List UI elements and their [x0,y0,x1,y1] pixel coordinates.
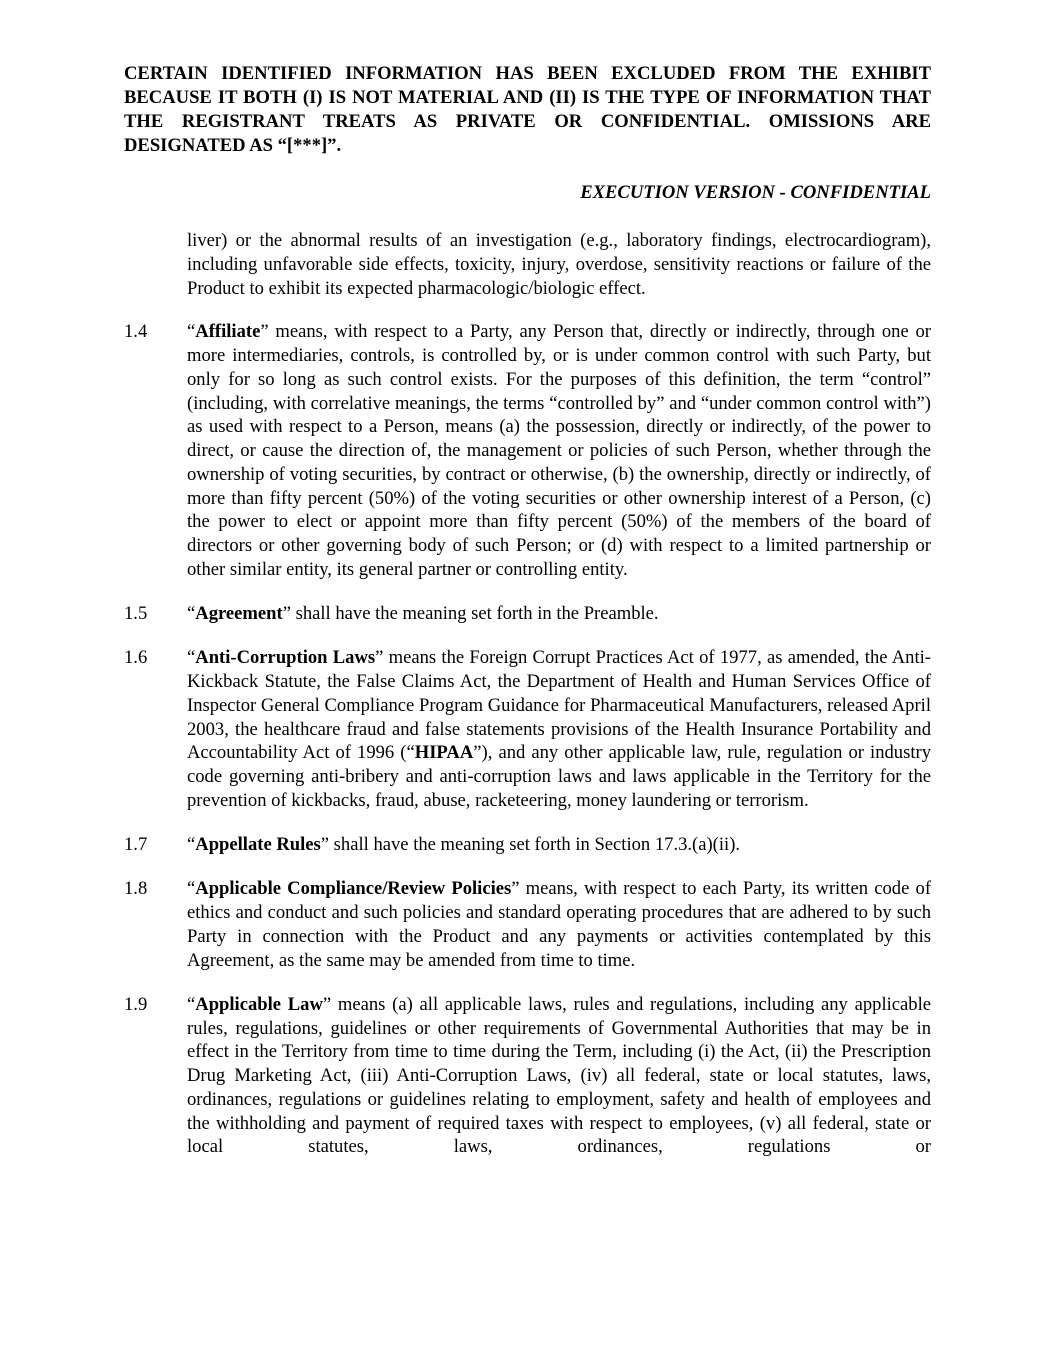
defined-term: Appellate Rules [195,834,321,855]
section-text [187,877,931,972]
open-quote: “ [187,834,196,855]
execution-version-label: EXECUTION VERSION - CONFIDENTIAL [580,182,931,203]
section-number: 1.7 [124,834,148,855]
section-number: 1.5 [124,603,148,624]
definition-text: ” shall have the meaning set forth in the Preamble. [282,603,659,624]
section-1-7 [124,833,931,857]
definition-text: ” means the Foreign Corrupt Practices Act of 1977, as amended, the Anti-Kickback Statute, the False Claims Act, the Department of Health and Human Services Office of Inspector General Compliance Program Guidance for Pharmaceutical Manufacturers, released April 2003, the healthcare fraud and false statements provisions of the Health Insurance Portability and Accountability Act of 1996 (“ [187,647,931,764]
section-text [187,602,931,626]
section-1-6 [124,646,931,812]
section-1-8 [124,877,931,972]
definition-text: ” means, with respect to a Party, any Person that, directly or indirectly, through one or more intermediaries, controls, is controlled by, or is under common control with such Party, but only for so long as such control exists. For the purposes of this definition, the term “control” (including, with correlative meanings, the terms “controlled by” and “under common control with”) as used with respect to a Person, means (a) the possession, directly or indirectly, of the power to direct, or cause the direction of, the management or policies of such Person, whether through the ownership of voting securities, by contract or otherwise, (b) the ownership, directly or indirectly, of more than fifty percent (50%) of the voting securities or other ownership interest of a Person, (c) the power to elect or appoint more than fifty percent (50%) of the members of the board of directors or other governing body of such Person; or (d) with respect to a limited partnership or other similar entity, its general partner or controlling entity. [187,321,931,580]
definition-text-continued: ”), and any other applicable law, rule, regulation or industry code governing anti-bribery and anti-corruption laws and laws applicable in the Territory for the prevention of kickbacks, fraud, abuse, racketeering, money laundering or terrorism. [187,742,931,811]
defined-term-hipaa: HIPAA [414,742,474,764]
defined-term: Agreement [195,603,283,624]
section-text [187,833,931,857]
section-1-5 [124,602,931,626]
section-text [187,646,931,812]
open-quote: “ [187,603,196,624]
open-quote: “ [187,993,196,1015]
section-1-4 [124,320,931,581]
definition-text: ” means (a) all applicable laws, rules and regulations, including any applicable rules, regulations, guidelines or other requirements of Governmental Authorities that may be in effect in the Territory from time to time during the Term, including (i) the Act, (ii) the Prescription Drug Marketing Act, (iii) Anti-Corruption Laws, (iv) all federal, state or local statutes, laws, ordinances, regulations or guidelines relating to employment, safety and health of employees and the withholding and payment of required taxes with respect to employees, (v) all federal, state or local statutes, laws, ordinances, regulations or [187,993,932,1158]
defined-term: Anti-Corruption Laws [195,647,376,669]
document-body [124,229,931,1180]
open-quote: “ [187,321,196,343]
defined-term: Affiliate [195,321,261,343]
section-number: 1.4 [124,321,148,343]
defined-term: Applicable Law [195,993,323,1015]
defined-term: Applicable Compliance/Review Policies [195,878,512,900]
section-text [187,993,931,1159]
section-1-9 [124,993,931,1159]
open-quote: “ [187,647,196,669]
confidentiality-notice: CERTAIN IDENTIFIED INFORMATION HAS BEEN EXCLUDED FROM THE EXHIBIT BECAUSE IT BOTH (I) IS NOT MATERIAL AND (II) IS THE TYPE OF INFORMATION THAT THE REGISTRANT TREATS AS PRIVATE OR CONFIDENTIAL. OMISSIONS ARE DESIGNATED AS “[***]”. [124,63,931,156]
open-quote: “ [187,878,196,900]
section-number: 1.6 [124,647,148,669]
section-number: 1.8 [124,878,148,900]
section-number: 1.9 [124,993,148,1015]
definition-text: ” means, with respect to each Party, its written code of ethics and conduct and such policies and standard operating procedures that are adhered to by such Party in connection with the Product and any payments or activities contemplated by this Agreement, as the same may be amended from time to time. [187,878,932,971]
section-text [187,320,931,581]
definition-text: ” shall have the meaning set forth in Section 17.3.(a)(ii). [320,834,741,855]
continuation-paragraph: liver) or the abnormal results of an investigation (e.g., laboratory findings, electrocardiogram), including unfavorable side effects, toxicity, injury, overdose, sensitivity reactions or failure of the Product to exhibit its expected pharmacologic/biologic effect. [187,230,931,299]
